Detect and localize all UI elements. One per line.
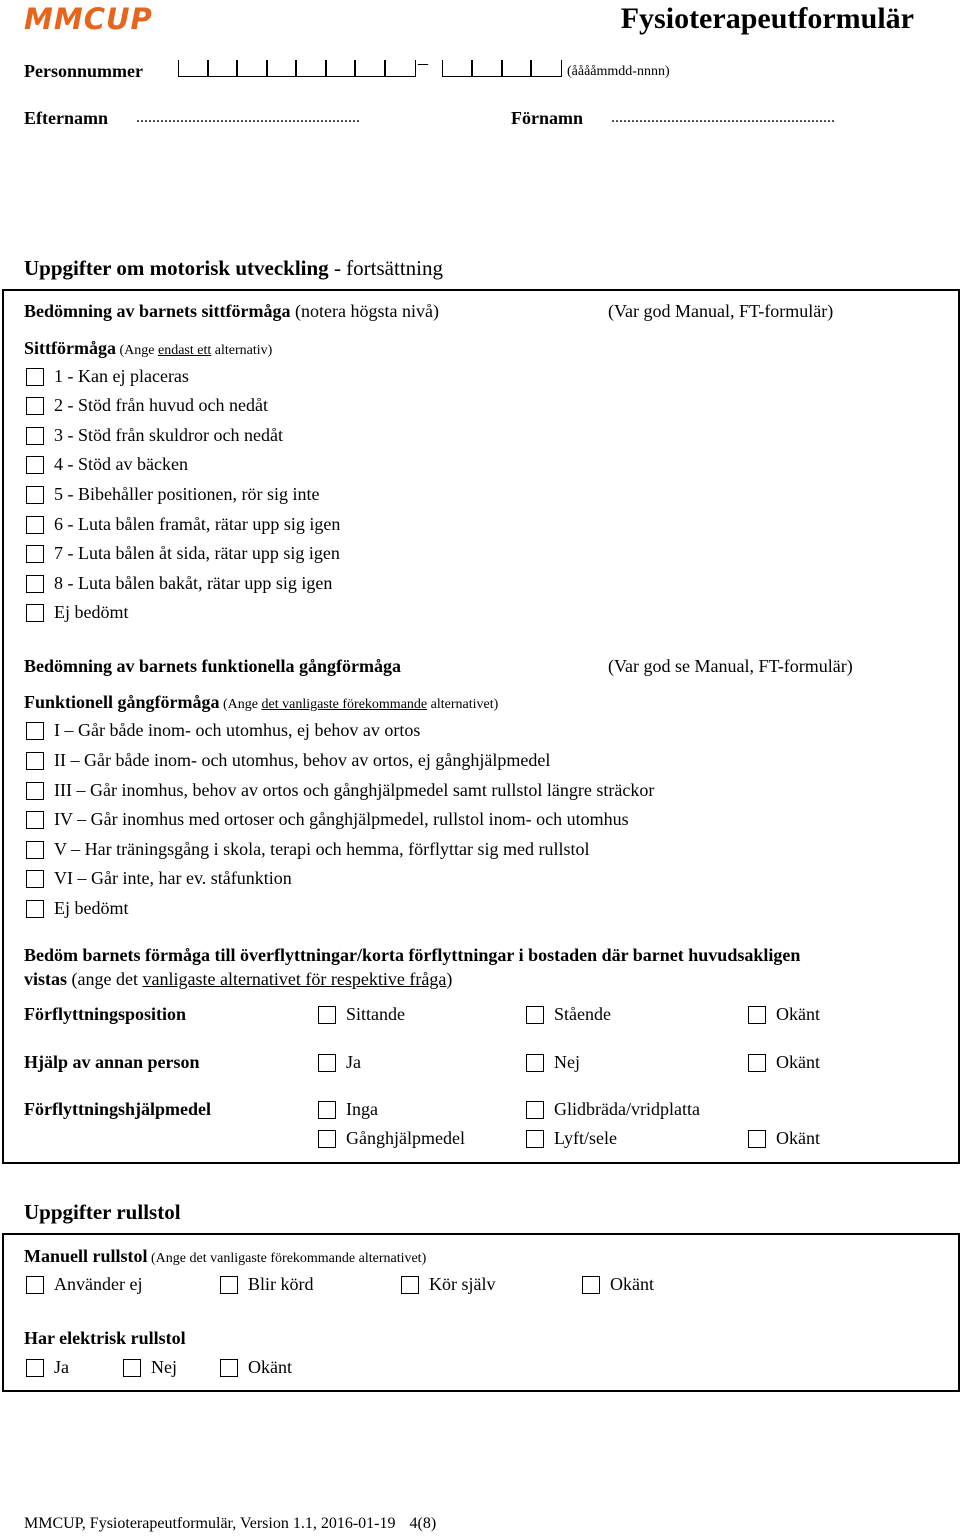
- checkbox[interactable]: [26, 1359, 44, 1377]
- checkbox[interactable]: [748, 1006, 766, 1024]
- option-label: Nej: [151, 1357, 177, 1377]
- option-label: 2 - Stöd från huvud och nedåt: [54, 395, 268, 415]
- option-label: 4 - Stöd av bäcken: [54, 454, 188, 474]
- form-title: Fysioterapeutformulär: [620, 2, 914, 35]
- position-option[interactable]: [318, 1004, 405, 1025]
- sitting-sub-heading: [24, 338, 272, 359]
- option-label: Okänt: [776, 1052, 820, 1072]
- help-option[interactable]: [526, 1052, 580, 1073]
- checkbox[interactable]: [748, 1130, 766, 1148]
- personnummer-label: Personnummer: [24, 61, 143, 81]
- option-label: Använder ej: [54, 1274, 143, 1294]
- checkbox[interactable]: [26, 870, 44, 888]
- walking-option[interactable]: [26, 780, 654, 801]
- checkbox[interactable]: [318, 1006, 336, 1024]
- checkbox[interactable]: [26, 486, 44, 504]
- sitting-sub-note-pre: (Ange: [115, 343, 158, 358]
- footer-text: MMCUP, Fysioterapeutformulär, Version 1.1, 2016-01-19: [24, 1515, 396, 1532]
- option-label: Ej bedömt: [54, 898, 129, 918]
- electric-wheelchair-option[interactable]: [123, 1357, 177, 1378]
- mmcup-logo: MMCUP: [24, 2, 153, 36]
- walking-option[interactable]: [26, 839, 590, 860]
- option-label: Glidbräda/vridplatta: [554, 1099, 700, 1119]
- walking-heading: Bedömning av barnets funktionella gångförmåga: [24, 656, 402, 676]
- aids-option[interactable]: [748, 1128, 820, 1149]
- sitting-option[interactable]: [26, 602, 129, 623]
- sitting-option[interactable]: [26, 425, 283, 446]
- sitting-heading-note: (notera högsta nivå): [290, 301, 439, 321]
- option-label: I – Går både inom- och utomhus, ej behov av ortos: [54, 720, 421, 740]
- sitting-option[interactable]: [26, 454, 188, 475]
- personnummer-dash: –: [418, 52, 428, 74]
- motor-title: Uppgifter om motorisk utveckling: [24, 256, 329, 280]
- electric-wheelchair-label: Har elektrisk rullstol: [24, 1328, 186, 1348]
- sitting-option[interactable]: [26, 514, 340, 535]
- electric-wheelchair-option[interactable]: [220, 1357, 292, 1378]
- option-label: 1 - Kan ej placeras: [54, 366, 189, 386]
- walking-option[interactable]: [26, 898, 129, 919]
- footer: [24, 1515, 436, 1533]
- checkbox[interactable]: [582, 1276, 600, 1294]
- option-label: Lyft/sele: [554, 1128, 617, 1148]
- option-label: Ej bedömt: [54, 602, 129, 622]
- option-label: Kör själv: [429, 1274, 496, 1294]
- walking-manual-ref: (Var god se Manual, FT-formulär): [608, 656, 853, 676]
- page-number: 4(8): [409, 1515, 437, 1532]
- manual-wheelchair-note: (Ange det vanligaste förekommande alternativet): [147, 1251, 427, 1266]
- checkbox[interactable]: [401, 1276, 419, 1294]
- checkbox[interactable]: [26, 575, 44, 593]
- option-label: 5 - Bibehåller positionen, rör sig inte: [54, 484, 320, 504]
- transfer-heading-post: ): [446, 969, 453, 989]
- checkbox[interactable]: [123, 1359, 141, 1377]
- walking-sub-heading: [24, 692, 498, 713]
- checkbox[interactable]: [26, 1276, 44, 1294]
- checkbox[interactable]: [220, 1359, 238, 1377]
- motor-title-suffix: - fortsättning: [328, 256, 443, 280]
- checkbox[interactable]: [26, 900, 44, 918]
- checkbox[interactable]: [748, 1054, 766, 1072]
- walking-option[interactable]: [26, 868, 292, 889]
- sitting-option[interactable]: [26, 366, 189, 387]
- sitting-option[interactable]: [26, 573, 332, 594]
- manual-wheelchair-option[interactable]: [401, 1274, 496, 1295]
- walking-sub-note-pre: (Ange: [219, 697, 262, 712]
- walking-sub-note-underlined: det vanligaste förekommande: [261, 697, 428, 712]
- checkbox[interactable]: [26, 516, 44, 534]
- checkbox[interactable]: [318, 1130, 336, 1148]
- sitting-sub-label: Sittförmåga: [24, 338, 116, 358]
- fornamn-label: Förnamn: [511, 108, 583, 128]
- electric-wheelchair-option[interactable]: [26, 1357, 69, 1378]
- help-option[interactable]: [318, 1052, 361, 1073]
- manual-wheelchair-label: Manuell rullstol: [24, 1246, 148, 1266]
- personnummer-format-hint: (ååååmmdd-nnnn): [567, 64, 670, 79]
- option-label: Okänt: [776, 1004, 820, 1024]
- walking-option[interactable]: [26, 809, 629, 830]
- option-label: Blir körd: [248, 1274, 314, 1294]
- option-label: IV – Går inomhus med ortoser och gånghjälpmedel, rullstol inom- och utomhus: [54, 809, 629, 829]
- wheelchair-section-title: Uppgifter rullstol: [24, 1200, 181, 1224]
- option-label: II – Går både inom- och utomhus, behov av ortos, ej gånghjälpmedel: [54, 750, 551, 770]
- manual-wheelchair-option[interactable]: [26, 1274, 142, 1295]
- sitting-option[interactable]: [26, 543, 340, 564]
- option-label: Okänt: [248, 1357, 292, 1377]
- checkbox[interactable]: [526, 1130, 544, 1148]
- sitting-option[interactable]: [26, 395, 268, 416]
- sitting-sub-note-underlined: endast ett: [157, 343, 212, 358]
- option-label: Ja: [54, 1357, 69, 1377]
- option-label: III – Går inomhus, behov av ortos och gånghjälpmedel samt rullstol längre sträckor: [54, 780, 655, 800]
- checkbox[interactable]: [26, 811, 44, 829]
- walking-option[interactable]: [26, 720, 420, 741]
- motor-section-title: [24, 256, 443, 281]
- checkbox[interactable]: [26, 604, 44, 622]
- option-label: Stående: [554, 1004, 611, 1024]
- transfer-heading-line1: Bedöm barnets förmåga till överflyttningar/korta förflyttningar i bostaden där barnet huvudsakligen: [24, 945, 801, 965]
- checkbox[interactable]: [26, 368, 44, 386]
- checkbox[interactable]: [526, 1006, 544, 1024]
- option-label: Nej: [554, 1052, 580, 1072]
- option-label: 6 - Luta bålen framåt, rätar upp sig igen: [54, 514, 341, 534]
- manual-wheelchair-heading: [24, 1246, 426, 1267]
- walking-sub-note-post: alternativet): [427, 697, 499, 712]
- option-label: V – Har träningsgång i skola, terapi och hemma, förflyttar sig med rullstol: [54, 839, 590, 859]
- sitting-option[interactable]: [26, 484, 319, 505]
- checkbox[interactable]: [26, 752, 44, 770]
- sitting-manual-ref: (Var god Manual, FT-formulär): [608, 301, 834, 321]
- position-option[interactable]: [526, 1004, 611, 1025]
- checkbox[interactable]: [26, 545, 44, 563]
- checkbox[interactable]: [526, 1101, 544, 1119]
- option-label: 3 - Stöd från skuldror och nedåt: [54, 425, 283, 445]
- manual-wheelchair-option[interactable]: [582, 1274, 654, 1295]
- checkbox[interactable]: [526, 1054, 544, 1072]
- option-label: 8 - Luta bålen bakåt, rätar upp sig igen: [54, 573, 333, 593]
- checkbox[interactable]: [26, 456, 44, 474]
- efternamn-label: Efternamn: [24, 108, 108, 128]
- option-label: 7 - Luta bålen åt sida, rätar upp sig igen: [54, 543, 340, 563]
- aids-option[interactable]: [526, 1099, 700, 1120]
- option-label: VI – Går inte, har ev. ståfunktion: [54, 868, 292, 888]
- option-label: Ja: [346, 1052, 361, 1072]
- transfer-heading-underlined: vanligaste alternativet för respektive fråga: [142, 969, 447, 989]
- fornamn-field[interactable]: ........................................................: [611, 109, 835, 126]
- manual-wheelchair-option[interactable]: [220, 1274, 314, 1295]
- checkbox[interactable]: [26, 782, 44, 800]
- sitting-heading: [24, 301, 439, 322]
- checkbox[interactable]: [220, 1276, 238, 1294]
- help-label: Hjälp av annan person: [24, 1052, 200, 1072]
- sitting-heading-label: Bedömning av barnets sittförmåga: [24, 301, 291, 321]
- sitting-sub-note-post: alternativ): [211, 343, 273, 358]
- checkbox[interactable]: [26, 427, 44, 445]
- option-label: Inga: [346, 1099, 378, 1119]
- efternamn-field[interactable]: ........................................................: [136, 109, 360, 126]
- checkbox[interactable]: [318, 1054, 336, 1072]
- option-label: Okänt: [610, 1274, 654, 1294]
- help-option[interactable]: [748, 1052, 820, 1073]
- checkbox[interactable]: [26, 397, 44, 415]
- checkbox[interactable]: [26, 722, 44, 740]
- aids-option[interactable]: [318, 1099, 378, 1120]
- aids-option[interactable]: [526, 1128, 617, 1149]
- option-label: Gånghjälpmedel: [346, 1128, 465, 1148]
- checkbox[interactable]: [318, 1101, 336, 1119]
- transfer-heading-line2: [24, 969, 452, 990]
- position-label: Förflyttningsposition: [24, 1004, 187, 1024]
- aids-option[interactable]: [318, 1128, 465, 1149]
- walking-option[interactable]: [26, 750, 550, 771]
- transfer-heading-pre: (ange det: [67, 969, 143, 989]
- checkbox[interactable]: [26, 841, 44, 859]
- aids-label: Förflyttningshjälpmedel: [24, 1099, 211, 1119]
- option-label: Sittande: [346, 1004, 405, 1024]
- walking-sub-label: Funktionell gångförmåga: [24, 692, 220, 712]
- option-label: Okänt: [776, 1128, 820, 1148]
- transfer-heading-bold: vistas: [24, 969, 68, 989]
- position-option[interactable]: [748, 1004, 820, 1025]
